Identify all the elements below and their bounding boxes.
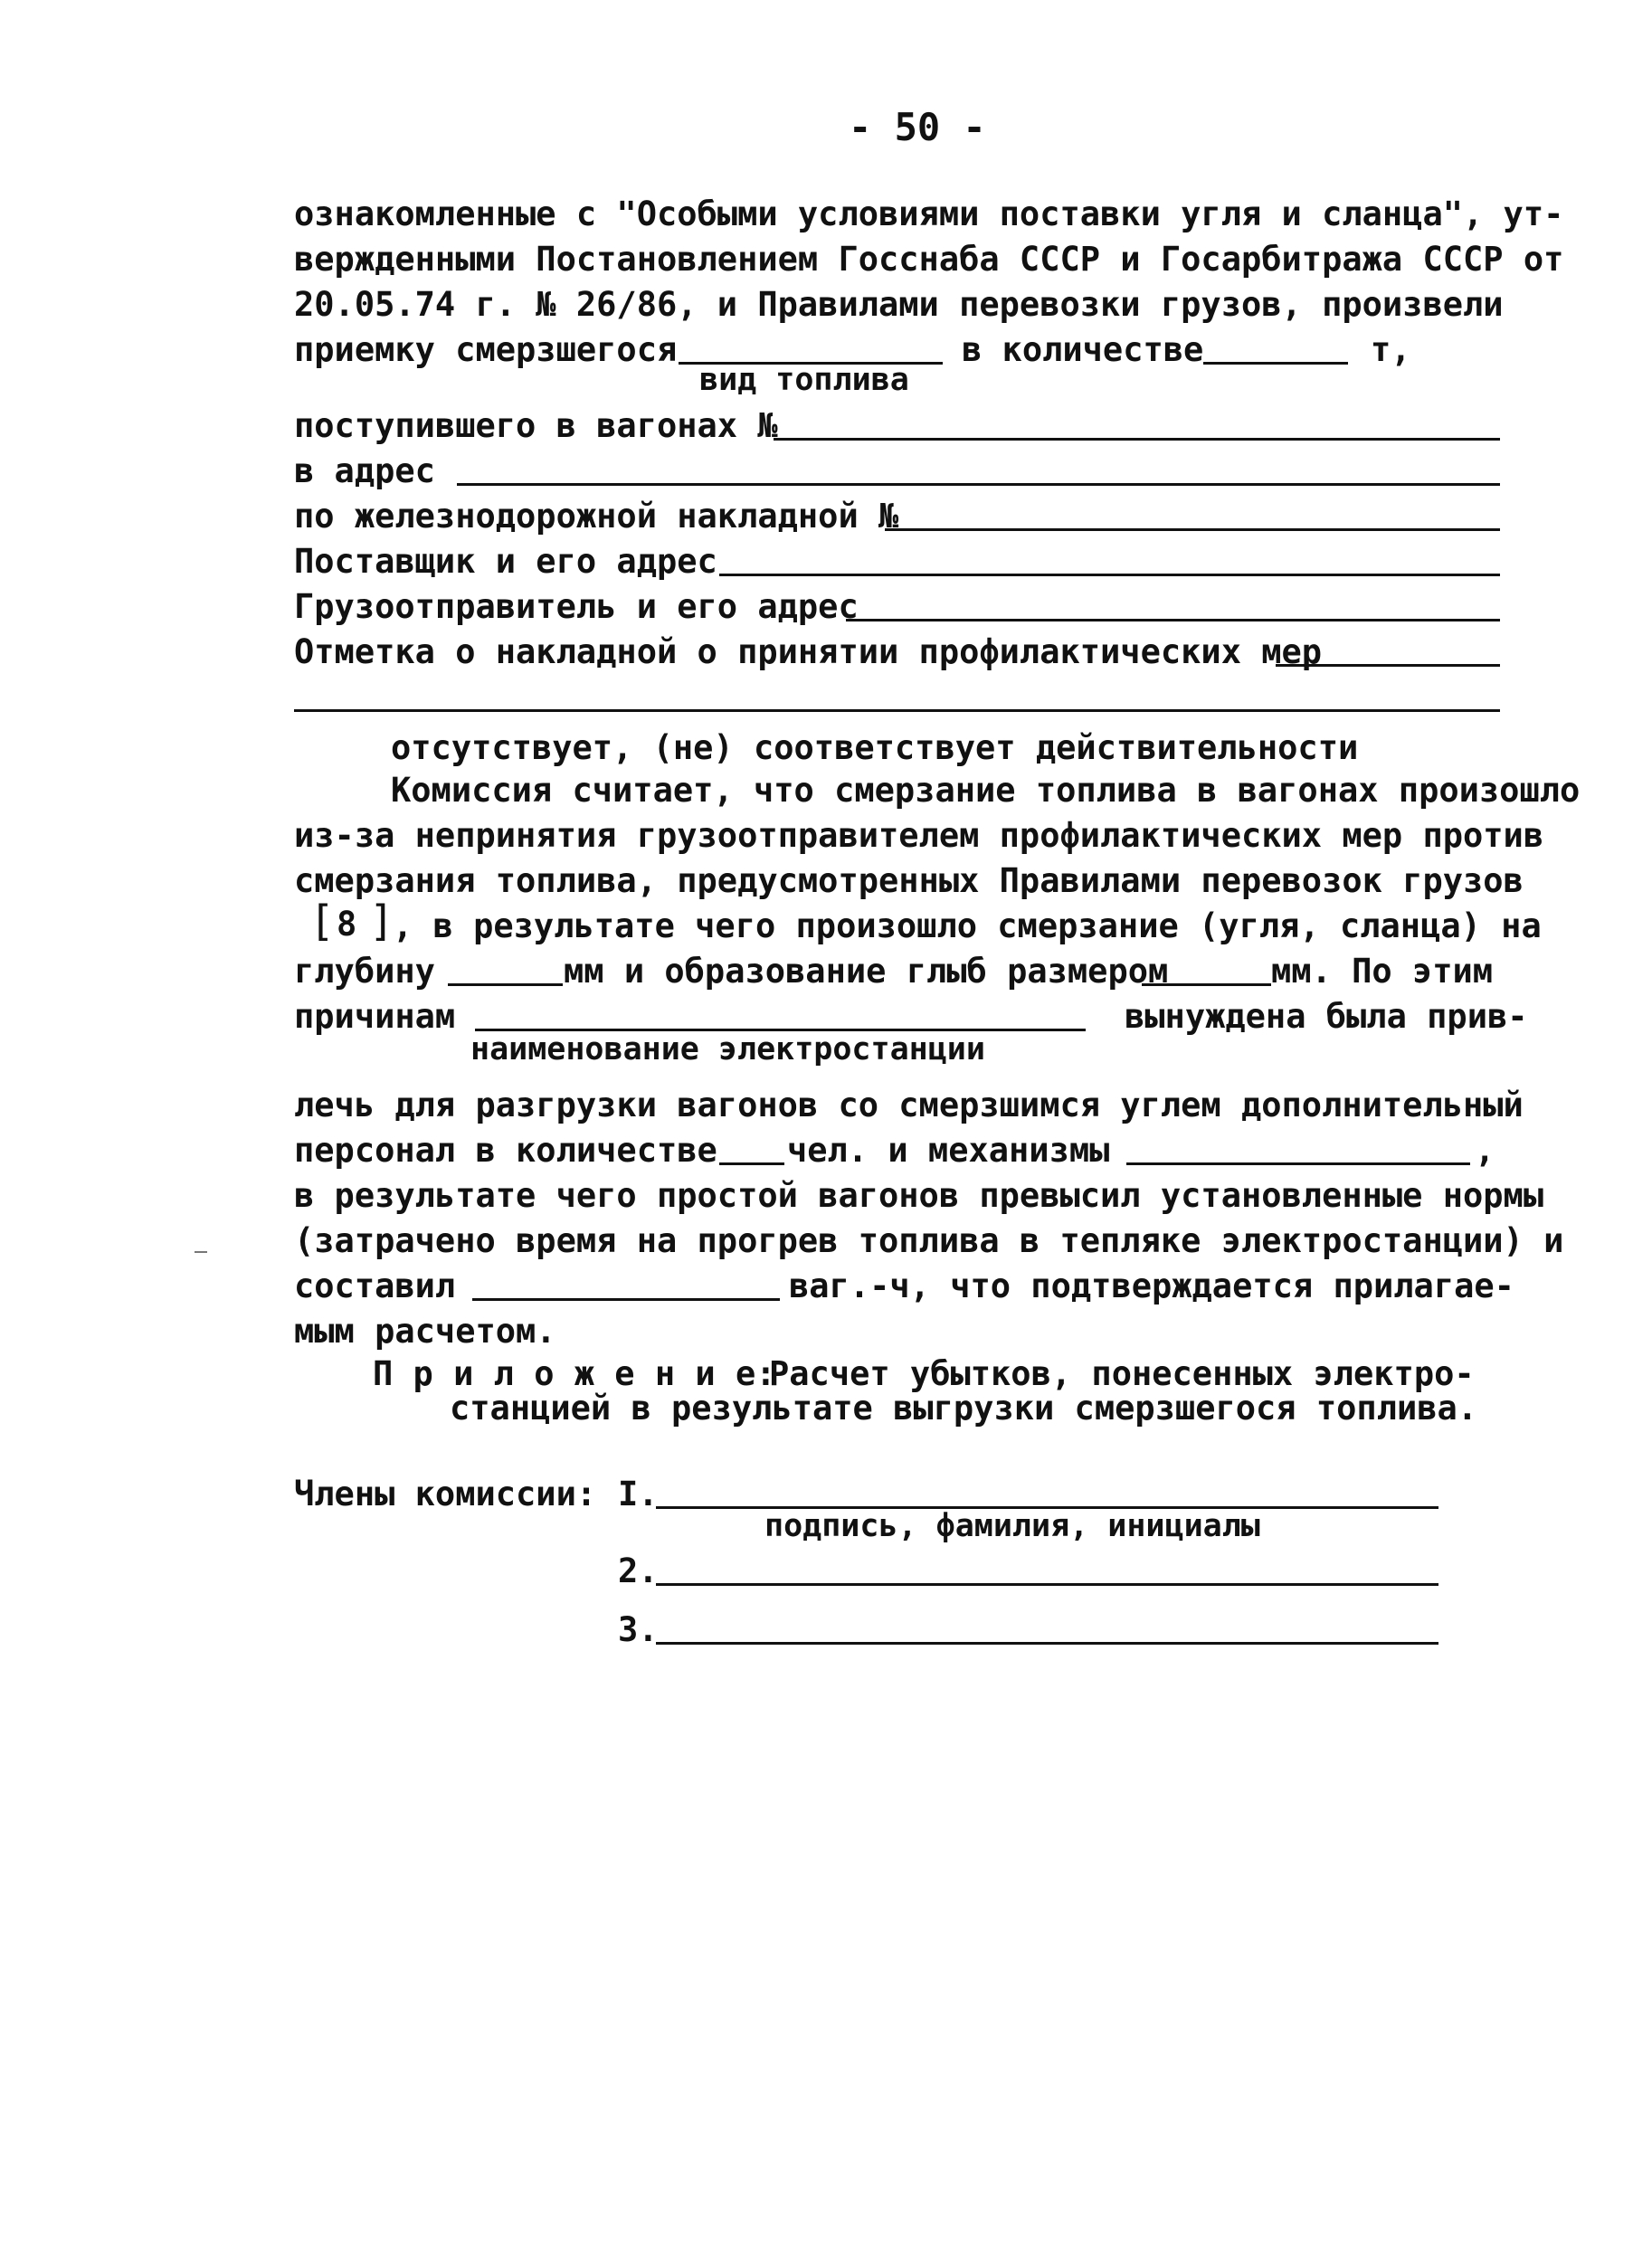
conclusion-line-8-end: , [1475, 1131, 1495, 1170]
stray-mark [195, 1251, 207, 1253]
conclusion-line-10: (затрачено время на прогрев топлива в тепляке электростанции) и [294, 1221, 1564, 1260]
reference-bracket-close: ] [369, 897, 394, 945]
conclusion-line-5-end: мм. По этим [1271, 952, 1494, 991]
intro-line-2: вержденными Постановлением Госснаба СССР и Госарбитража СССР от [294, 240, 1564, 279]
prevention-blank-continued[interactable] [294, 709, 1500, 712]
shipper-label: Грузоотправитель и его адрес [294, 587, 859, 626]
conclusion-line-4: , в результате чего произошло смерзание (угля, сланца) на [393, 906, 1542, 945]
address-label: в адрес [294, 451, 435, 490]
conclusion-line-7: лечь для разгрузки вагонов со смерзшимся углем дополнительный [294, 1086, 1524, 1124]
intro-line-4-start: приемку смерзшегося [294, 330, 678, 369]
signature-caption: подпись, фамилия, инициалы [764, 1508, 1260, 1544]
intro-line-4-end: т, [1371, 330, 1411, 369]
wagons-label: поступившего в вагонах № [294, 406, 778, 445]
waybill-blank[interactable] [885, 528, 1500, 531]
intro-line-3: 20.05.74 г. № 26/86, и Правилами перевозки грузов, произвели [294, 285, 1504, 324]
status-line: отсутствует, (не) соответствует действительности [391, 728, 1359, 767]
conclusion-line-6-start: причинам [294, 997, 456, 1036]
quantity-blank[interactable] [1203, 362, 1348, 365]
appendix-text-2: станцией в результате выгрузки смерзшегося топлива. [450, 1389, 1478, 1428]
machinery-blank[interactable] [1126, 1162, 1470, 1165]
conclusion-line-8-start: персонал в количестве [294, 1131, 717, 1170]
conclusion-line-11-end: ваг.-ч, что подтверждается прилагае- [789, 1267, 1514, 1305]
personnel-blank[interactable] [719, 1162, 784, 1165]
lump-size-blank[interactable] [1142, 983, 1271, 986]
fuel-type-caption: вид топлива [699, 362, 909, 398]
conclusion-line-9: в результате чего простой вагонов превысил установленные нормы [294, 1176, 1544, 1215]
conclusion-line-11-start: составил [294, 1267, 456, 1305]
reference-number: 8 [337, 905, 357, 944]
appendix-text-1: Расчет убытков, понесенных электро- [769, 1354, 1475, 1393]
member-2-signature-line[interactable] [656, 1583, 1438, 1586]
intro-line-4-mid: в количестве [962, 330, 1204, 369]
conclusion-line-1: Комиссия считает, что смерзание топлива в вагонах произошло [391, 771, 1581, 810]
reference-bracket-open: [ [309, 897, 335, 945]
wagon-hours-blank[interactable] [472, 1298, 780, 1301]
conclusion-line-8-mid: чел. и механизмы [787, 1131, 1110, 1170]
prevention-label: Отметка о накладной о принятии профилактических мер [294, 632, 1323, 671]
conclusion-line-5-mid: мм и образование глыб размером [564, 952, 1169, 991]
conclusion-line-5-start: глубину [294, 952, 435, 991]
member-3-signature-line[interactable] [656, 1642, 1438, 1645]
member-1-number: I. [618, 1475, 659, 1513]
wagons-blank[interactable] [774, 438, 1500, 441]
page-number: - 50 - [849, 105, 986, 149]
conclusion-line-6-end: вынуждена была прив- [1125, 997, 1528, 1036]
supplier-blank[interactable] [719, 574, 1500, 576]
supplier-label: Поставщик и его адрес [294, 542, 717, 581]
appendix-label: П р и л о ж е н и е: [373, 1354, 776, 1393]
intro-line-1: ознакомленные с "Особыми условиями поставки угля и сланца", ут- [294, 194, 1564, 233]
prevention-blank[interactable] [1276, 664, 1500, 667]
conclusion-line-2: из-за непринятия грузоотправителем профилактических мер против [294, 816, 1544, 855]
conclusion-line-3: смерзания топлива, предусмотренных Правилами перевозок грузов [294, 861, 1524, 900]
address-blank[interactable] [457, 483, 1500, 486]
commission-label: Члены комиссии: [294, 1475, 597, 1513]
depth-blank[interactable] [448, 983, 563, 986]
shipper-blank[interactable] [846, 619, 1500, 621]
waybill-label: по железнодорожной накладной № [294, 497, 899, 536]
member-2-number: 2. [618, 1551, 659, 1590]
station-caption: наименование электростанции [470, 1031, 985, 1067]
member-3-number: 3. [618, 1610, 659, 1649]
conclusion-line-12: мым расчетом. [294, 1312, 556, 1351]
